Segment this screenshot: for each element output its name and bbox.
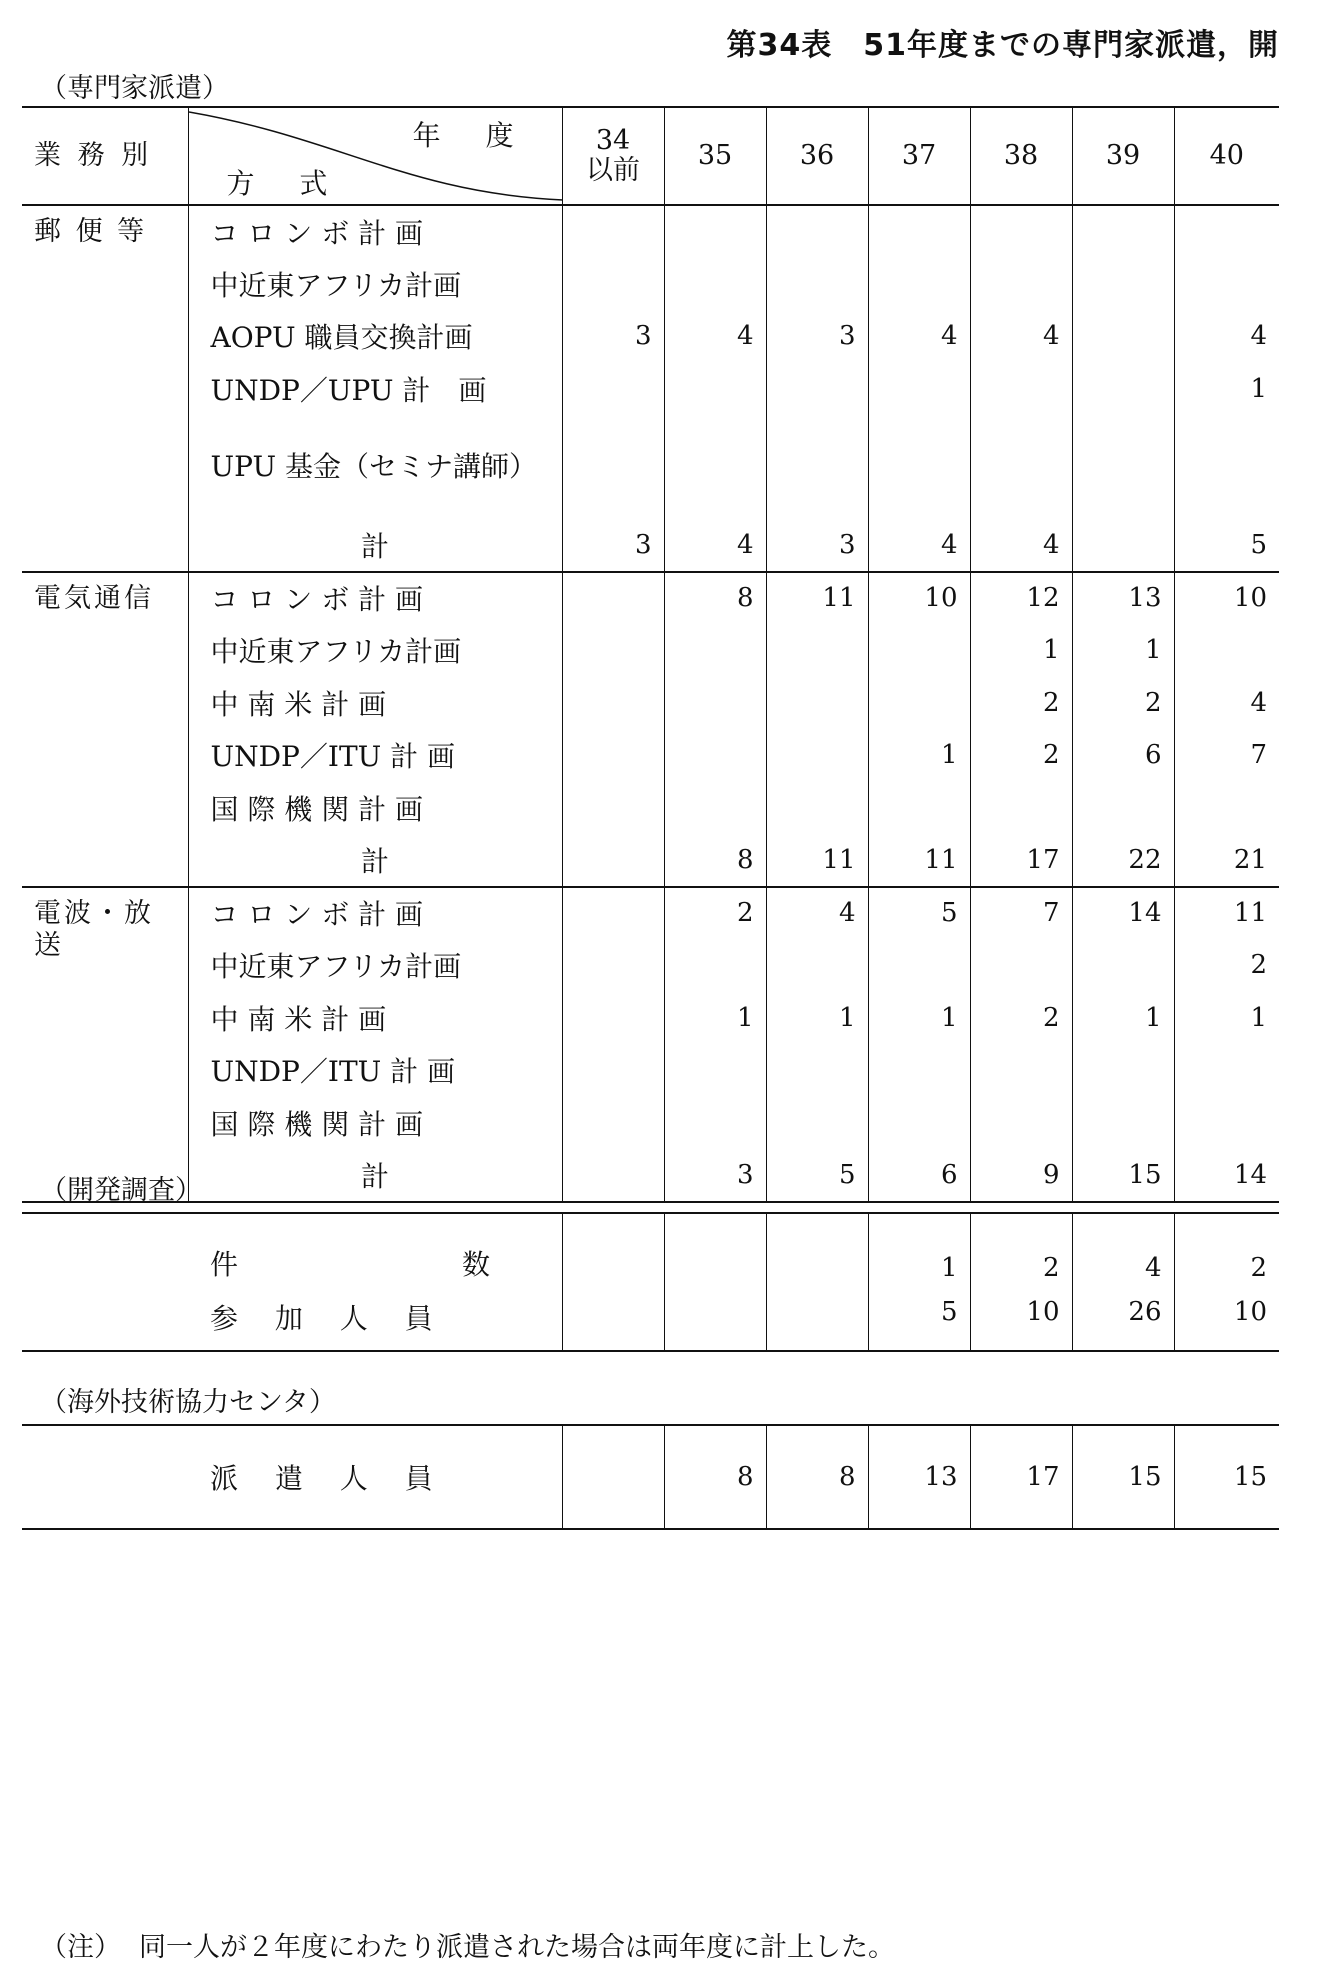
- value-cell: [868, 1097, 970, 1150]
- blank-cell: [22, 1425, 188, 1529]
- value-cell: 15: [1072, 1425, 1174, 1529]
- value-cell: [868, 205, 970, 258]
- value-cell: 1: [970, 624, 1072, 677]
- method-label: 中近東アフリカ計画: [188, 624, 562, 677]
- table-row: [22, 677, 1279, 730]
- value-cell: 1: [868, 992, 970, 1045]
- method-label: UPU 基金（セミナ講師）: [188, 415, 562, 519]
- value-cell: 13: [868, 1425, 970, 1529]
- value-cell: [562, 1149, 664, 1202]
- value-cell: 9: [970, 1149, 1072, 1202]
- method-label: UNDP／ITU 計 画: [188, 1044, 562, 1097]
- value-cell: [562, 1213, 664, 1291]
- value-cell: [766, 363, 868, 416]
- value-cell: 10: [868, 572, 970, 625]
- method-label: AOPU 職員交換計画: [188, 310, 562, 363]
- value-cell: 26: [1072, 1291, 1174, 1351]
- total-label: 計: [188, 519, 562, 572]
- value-cell: [1072, 1044, 1174, 1097]
- value-cell: 15: [1072, 1149, 1174, 1202]
- value-cell: [868, 677, 970, 730]
- value-cell: [1072, 519, 1174, 572]
- value-cell: 3: [562, 310, 664, 363]
- table-row: [22, 519, 1279, 572]
- table-row: [22, 1044, 1279, 1097]
- method-label: コ ロ ン ボ 計 画: [188, 887, 562, 940]
- value-cell: [562, 1097, 664, 1150]
- method-label: 中近東アフリカ計画: [188, 939, 562, 992]
- footnote-text: 同一人が２年度にわたり派遣された場合は両年度に計上した。: [139, 1932, 895, 1963]
- table-row: [22, 572, 1279, 625]
- value-cell: [664, 729, 766, 782]
- value-cell: 2: [970, 992, 1072, 1045]
- value-cell: [664, 415, 766, 519]
- value-cell: [562, 363, 664, 416]
- value-cell: 1: [1174, 363, 1279, 416]
- value-cell: [664, 677, 766, 730]
- table-title: 第34表 51年度までの専門家派遣，開: [726, 28, 1279, 63]
- value-cell: 1: [868, 729, 970, 782]
- value-cell: [868, 363, 970, 416]
- method-label: 中近東アフリカ計画: [188, 258, 562, 311]
- value-cell: [766, 729, 868, 782]
- value-cell: [664, 1213, 766, 1291]
- value-cell: [766, 1097, 868, 1150]
- value-cell: [562, 258, 664, 311]
- method-label: UNDP／UPU 計 画: [188, 363, 562, 416]
- year-header: 39: [1072, 107, 1174, 205]
- value-cell: [562, 729, 664, 782]
- value-cell: [562, 205, 664, 258]
- method-label: 国 際 機 関 計 画: [188, 782, 562, 835]
- value-cell: 2: [970, 729, 1072, 782]
- value-cell: 5: [868, 887, 970, 940]
- value-cell: 11: [766, 572, 868, 625]
- value-cell: [1174, 258, 1279, 311]
- value-cell: [562, 1425, 664, 1529]
- category-cell: [22, 887, 188, 1202]
- table-row: [22, 1291, 1279, 1351]
- value-cell: [868, 939, 970, 992]
- value-cell: 8: [766, 1425, 868, 1529]
- value-cell: [664, 205, 766, 258]
- table-row: [22, 834, 1279, 887]
- value-cell: [970, 782, 1072, 835]
- year-header: 36: [766, 107, 868, 205]
- value-cell: [1174, 1044, 1279, 1097]
- value-cell: 3: [766, 519, 868, 572]
- table-row: [22, 782, 1279, 835]
- value-cell: 4: [1174, 677, 1279, 730]
- total-label: 計: [188, 834, 562, 887]
- value-cell: [562, 1291, 664, 1351]
- value-cell: 5: [766, 1149, 868, 1202]
- year-header: 35: [664, 107, 766, 205]
- value-cell: [1072, 363, 1174, 416]
- value-cell: [1174, 1097, 1279, 1150]
- year-header-first: [562, 107, 664, 205]
- year-header-first-line2: 以前: [586, 155, 640, 186]
- center-table: [22, 1424, 1279, 1530]
- value-cell: 22: [1072, 834, 1174, 887]
- year-header: 40: [1174, 107, 1279, 205]
- value-cell: [664, 624, 766, 677]
- value-cell: 11: [868, 834, 970, 887]
- value-cell: 15: [1174, 1425, 1279, 1529]
- value-cell: [868, 624, 970, 677]
- table-row: [22, 887, 1279, 940]
- value-cell: 14: [1174, 1149, 1279, 1202]
- value-cell: [562, 939, 664, 992]
- method-label: コ ロ ン ボ 計 画: [188, 205, 562, 258]
- section-label-center: （海外技術協力センタ）: [40, 1387, 336, 1418]
- value-cell: [868, 1044, 970, 1097]
- value-cell: [766, 415, 868, 519]
- method-label: 参 加 人 員: [210, 1302, 447, 1335]
- value-cell: 6: [1072, 729, 1174, 782]
- value-cell: [664, 1097, 766, 1150]
- value-cell: 4: [970, 519, 1072, 572]
- value-cell: 4: [868, 519, 970, 572]
- value-cell: [1072, 415, 1174, 519]
- value-cell: [766, 205, 868, 258]
- value-cell: [664, 1044, 766, 1097]
- value-cell: [1174, 624, 1279, 677]
- value-cell: [1072, 258, 1174, 311]
- value-cell: 1: [1174, 992, 1279, 1045]
- value-cell: 4: [664, 519, 766, 572]
- value-cell: 8: [664, 572, 766, 625]
- table-row: [22, 1213, 1279, 1291]
- category-cell: [22, 205, 188, 572]
- value-cell: [766, 1291, 868, 1351]
- value-cell: 2: [1174, 1213, 1279, 1291]
- value-cell: 21: [1174, 834, 1279, 887]
- value-cell: 1: [1072, 992, 1174, 1045]
- value-cell: [664, 1291, 766, 1351]
- value-cell: [562, 572, 664, 625]
- method-label: コ ロ ン ボ 計 画: [188, 572, 562, 625]
- value-cell: [970, 363, 1072, 416]
- value-cell: [1072, 782, 1174, 835]
- value-cell: [970, 939, 1072, 992]
- value-cell: [562, 624, 664, 677]
- value-cell: [970, 1097, 1072, 1150]
- section-label-survey: （開発調査）: [40, 1175, 202, 1206]
- value-cell: 2: [664, 887, 766, 940]
- table-row: [22, 1097, 1279, 1150]
- value-cell: 5: [868, 1291, 970, 1351]
- year-header-first-line1: 34: [595, 125, 631, 156]
- value-cell: 7: [1174, 729, 1279, 782]
- value-cell: [1174, 782, 1279, 835]
- value-cell: [1072, 939, 1174, 992]
- survey-table: [22, 1212, 1279, 1352]
- value-cell: [766, 1213, 868, 1291]
- value-cell: [1072, 205, 1174, 258]
- value-cell: 10: [1174, 1291, 1279, 1351]
- method-axis-label: 方 式: [226, 167, 346, 200]
- value-cell: 5: [1174, 519, 1279, 572]
- value-cell: [562, 1044, 664, 1097]
- value-cell: 2: [1072, 677, 1174, 730]
- year-header: 37: [868, 107, 970, 205]
- business-header: 業 務 別: [34, 140, 153, 171]
- category-label: 郵 便 等: [34, 216, 148, 247]
- value-cell: 8: [664, 1425, 766, 1529]
- table-row: [22, 310, 1279, 363]
- value-cell: [970, 258, 1072, 311]
- value-cell: [970, 1044, 1072, 1097]
- value-cell: 3: [664, 1149, 766, 1202]
- value-cell: [766, 782, 868, 835]
- value-cell: 8: [664, 834, 766, 887]
- value-cell: [970, 205, 1072, 258]
- value-cell: 1: [766, 992, 868, 1045]
- value-cell: 4: [766, 887, 868, 940]
- value-cell: 10: [970, 1291, 1072, 1351]
- value-cell: [1072, 310, 1174, 363]
- value-cell: 1: [868, 1213, 970, 1291]
- experts-table: [22, 106, 1279, 1203]
- value-cell: 7: [970, 887, 1072, 940]
- blank-cell: [22, 1291, 188, 1351]
- value-cell: 17: [970, 834, 1072, 887]
- value-cell: 2: [1174, 939, 1279, 992]
- footnote: [40, 1925, 895, 1964]
- value-cell: 17: [970, 1425, 1072, 1529]
- value-cell: [562, 677, 664, 730]
- table-row: [22, 363, 1279, 416]
- value-cell: 4: [868, 310, 970, 363]
- value-cell: [562, 834, 664, 887]
- value-cell: 11: [766, 834, 868, 887]
- year-axis-label: 年 度: [412, 119, 532, 152]
- value-cell: 4: [970, 310, 1072, 363]
- table-row: [22, 415, 1279, 519]
- value-cell: [562, 415, 664, 519]
- header-row: [22, 107, 1279, 205]
- value-cell: [1174, 415, 1279, 519]
- value-cell: 14: [1072, 887, 1174, 940]
- table-row: [22, 1425, 1279, 1529]
- value-cell: 1: [1072, 624, 1174, 677]
- category-label: 電気通信: [34, 582, 154, 614]
- value-cell: 4: [664, 310, 766, 363]
- value-cell: 2: [970, 1213, 1072, 1291]
- method-label: UNDP／ITU 計 画: [188, 729, 562, 782]
- method-label: 国 際 機 関 計 画: [188, 1097, 562, 1150]
- value-cell: 4: [1174, 310, 1279, 363]
- value-cell: 4: [1072, 1213, 1174, 1291]
- value-cell: [664, 363, 766, 416]
- value-cell: 3: [562, 519, 664, 572]
- category-label: 電波・放送: [34, 897, 154, 961]
- category-cell: [22, 572, 188, 887]
- value-cell: [766, 258, 868, 311]
- table-row: [22, 258, 1279, 311]
- value-cell: 12: [970, 572, 1072, 625]
- value-cell: [562, 782, 664, 835]
- table-row: [22, 939, 1279, 992]
- value-cell: 6: [868, 1149, 970, 1202]
- year-header: 38: [970, 107, 1072, 205]
- value-cell: 2: [970, 677, 1072, 730]
- value-cell: [766, 939, 868, 992]
- diagonal-header: [188, 107, 562, 205]
- method-label: 件 数: [210, 1248, 505, 1281]
- value-cell: [664, 939, 766, 992]
- value-cell: [868, 258, 970, 311]
- footnote-tag: （注）: [40, 1932, 121, 1963]
- value-cell: [868, 415, 970, 519]
- table-row: [22, 205, 1279, 258]
- table-row: [22, 992, 1279, 1045]
- table-row: [22, 624, 1279, 677]
- table-row: [22, 729, 1279, 782]
- value-cell: [766, 1044, 868, 1097]
- total-label: 計: [188, 1149, 562, 1202]
- table-row: [22, 1149, 1279, 1202]
- value-cell: 1: [664, 992, 766, 1045]
- value-cell: [970, 415, 1072, 519]
- value-cell: 13: [1072, 572, 1174, 625]
- value-cell: [1174, 205, 1279, 258]
- method-label: 派 遣 人 員: [210, 1462, 447, 1495]
- method-label: 中 南 米 計 画: [188, 992, 562, 1045]
- section-label-experts: （専門家派遣）: [40, 73, 229, 104]
- method-label: 中 南 米 計 画: [188, 677, 562, 730]
- value-cell: 11: [1174, 887, 1279, 940]
- value-cell: 3: [766, 310, 868, 363]
- value-cell: [1072, 1097, 1174, 1150]
- value-cell: [562, 887, 664, 940]
- value-cell: [766, 624, 868, 677]
- blank-cell: [22, 1213, 188, 1291]
- value-cell: [562, 992, 664, 1045]
- value-cell: 10: [1174, 572, 1279, 625]
- value-cell: [766, 677, 868, 730]
- value-cell: [664, 782, 766, 835]
- value-cell: [664, 258, 766, 311]
- value-cell: [868, 782, 970, 835]
